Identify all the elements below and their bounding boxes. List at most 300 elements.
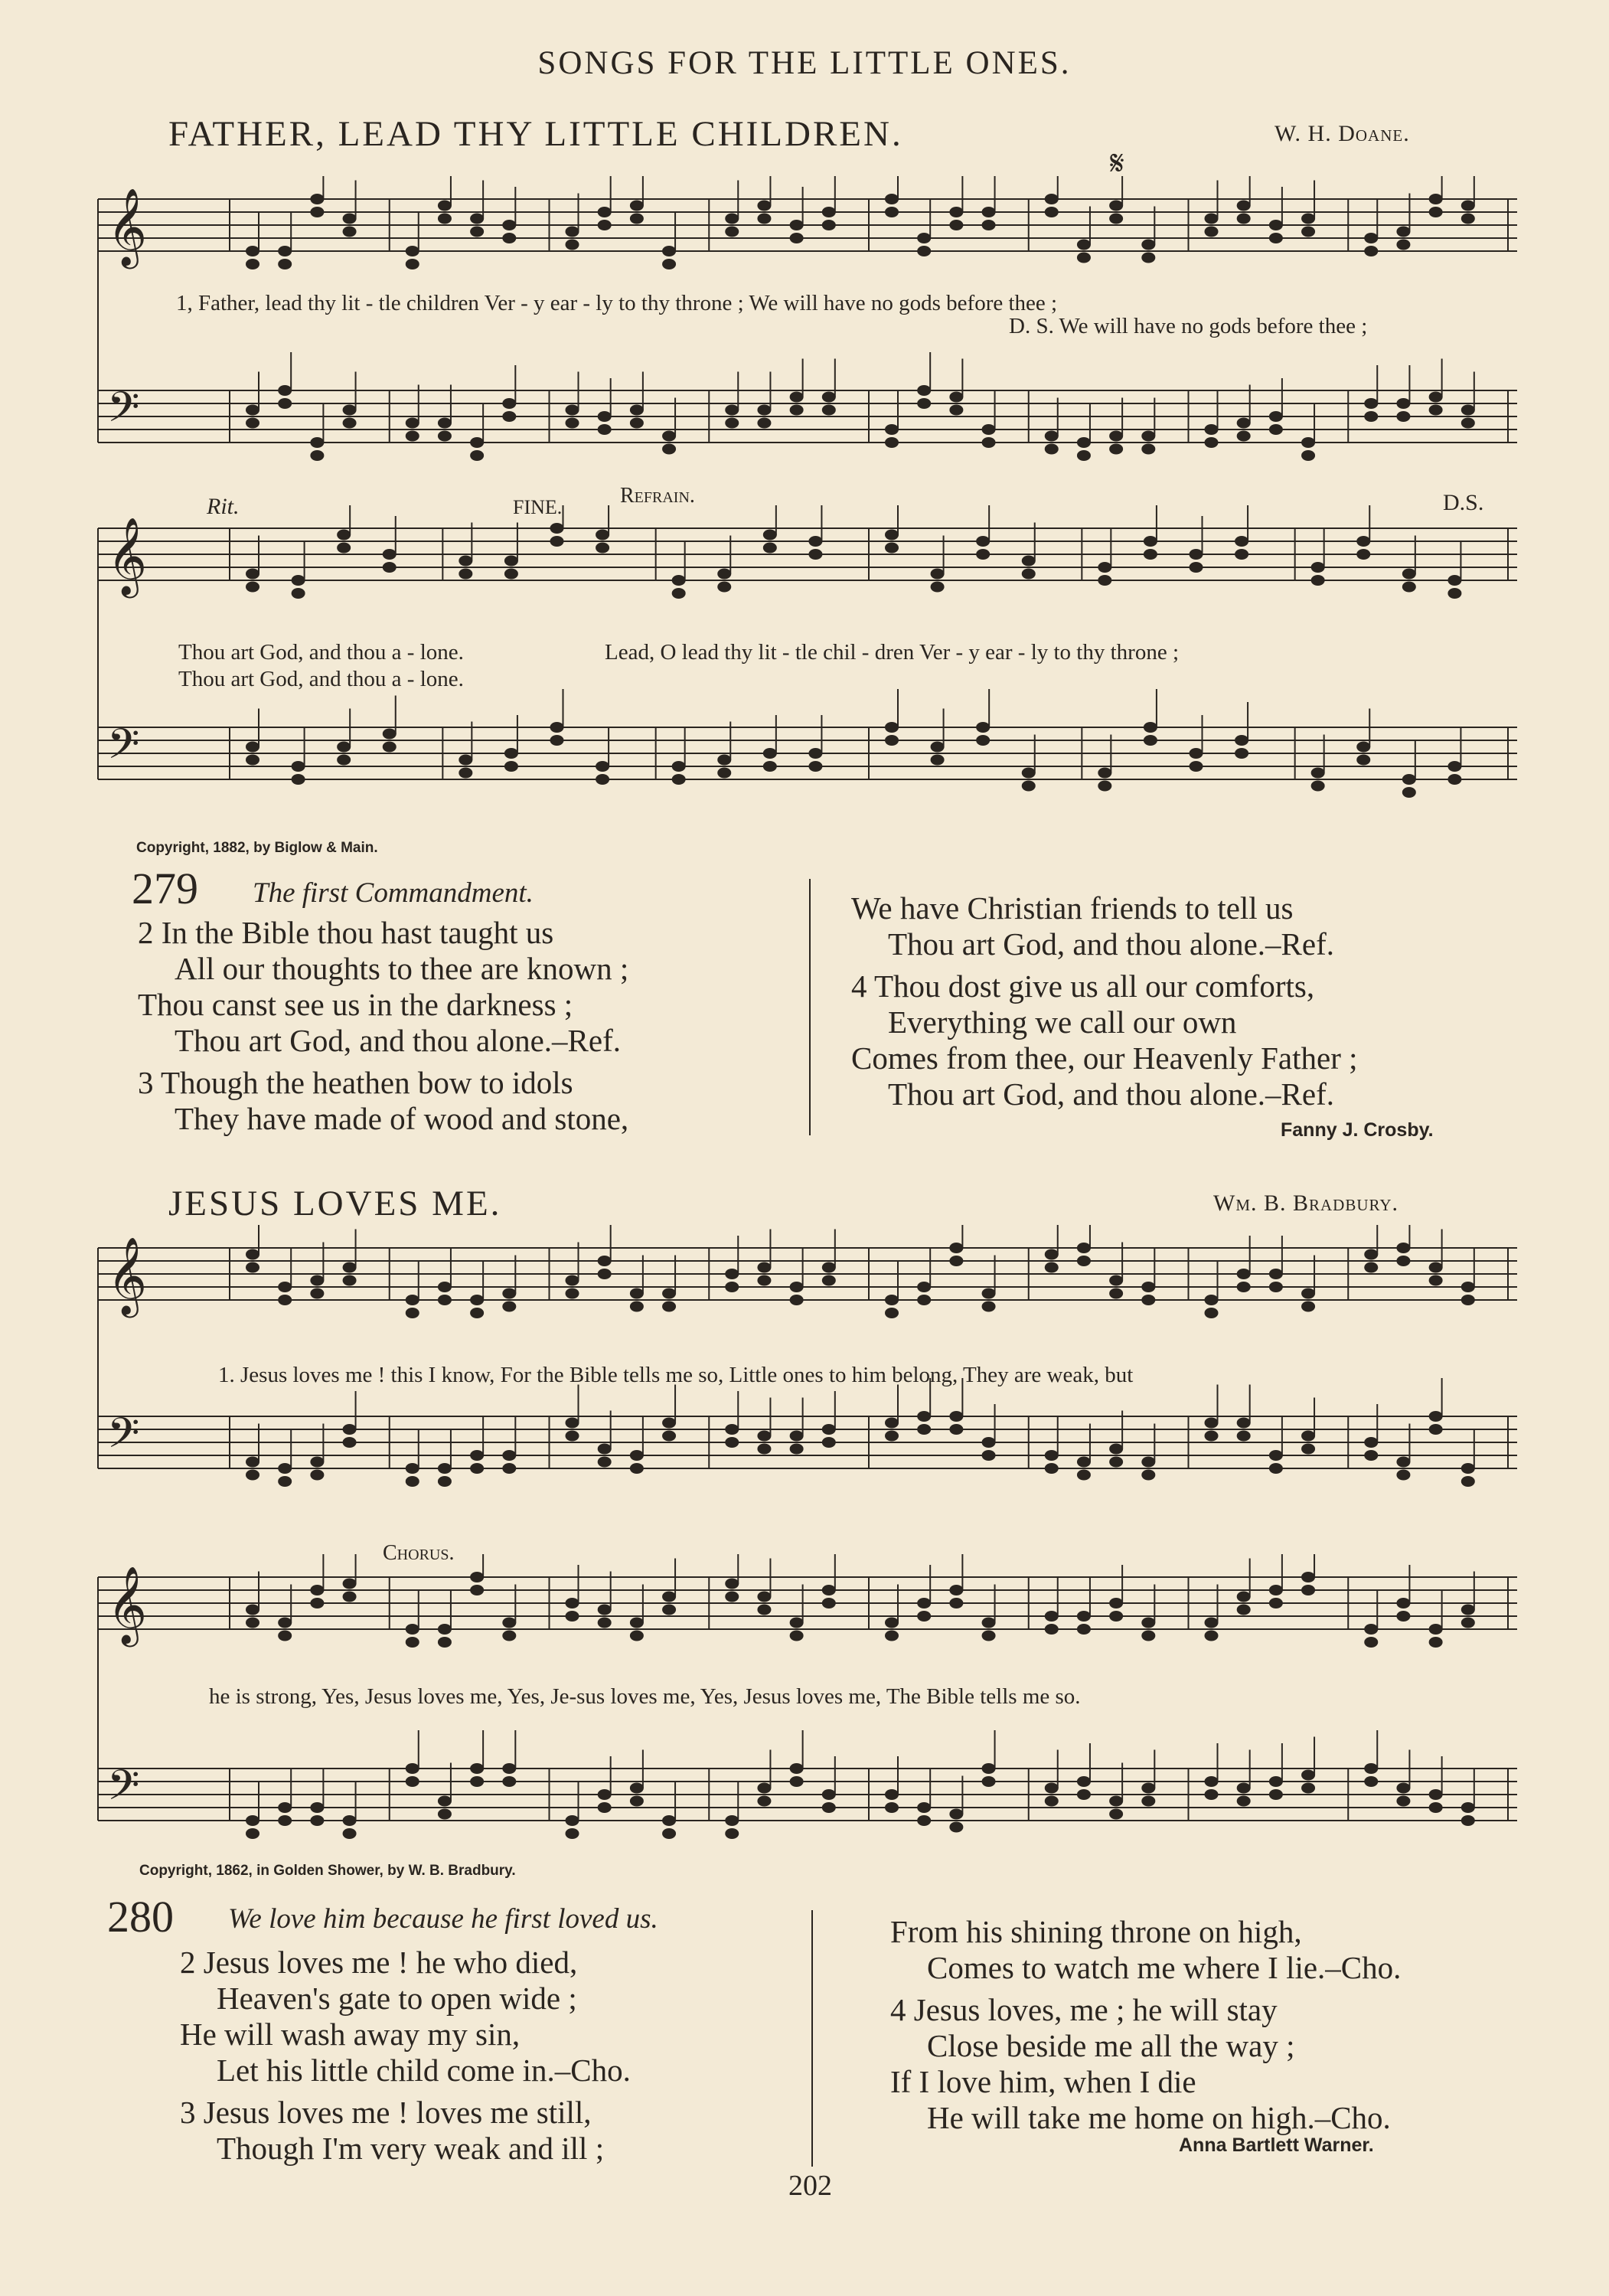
note-head [1141, 1457, 1155, 1468]
note-head [1396, 1611, 1410, 1622]
note-head [1045, 1783, 1059, 1794]
note-head [470, 227, 484, 237]
note-head [917, 1802, 931, 1813]
note-head [885, 194, 899, 204]
note-head [1269, 233, 1283, 243]
note-head [976, 722, 990, 733]
note-head [662, 1431, 676, 1442]
stanza-line: 3 Jesus loves me ! loves me still, [180, 2095, 592, 2130]
note-head [1045, 1262, 1059, 1273]
note-head [598, 220, 612, 230]
note-head [662, 1605, 676, 1615]
note-head [406, 259, 419, 269]
note-head [982, 1288, 996, 1299]
hymn280-left-column [180, 1945, 631, 2167]
note-head [438, 1295, 452, 1305]
note-head [1205, 1308, 1219, 1318]
note-head [1077, 1256, 1091, 1266]
hymn280-divider [811, 1910, 813, 2167]
note-head [1098, 562, 1111, 573]
note-head [292, 588, 305, 599]
note-head [502, 1631, 516, 1641]
note-head [917, 1424, 931, 1435]
note-head [717, 768, 731, 779]
note-head [808, 748, 822, 759]
note-head [630, 214, 644, 224]
note-head [790, 233, 804, 243]
note-head [1141, 1796, 1155, 1807]
stanza-line: If I love him, when I die [890, 2064, 1196, 2099]
note-head [757, 405, 771, 416]
note-head [383, 562, 397, 573]
note-head [1045, 1450, 1059, 1461]
note-head [717, 582, 731, 593]
note-head [1429, 1411, 1443, 1422]
note-head [406, 1476, 419, 1487]
note-head [1109, 444, 1123, 455]
note-head [343, 1815, 357, 1826]
note-head [566, 418, 579, 429]
note-head [1461, 201, 1475, 211]
note-head [1109, 1444, 1123, 1455]
note-head [246, 1815, 259, 1826]
note-head [598, 1605, 612, 1615]
note-head [1077, 1776, 1091, 1787]
song1-composer: W. H. Doane. [1274, 121, 1410, 146]
note-head [406, 1308, 419, 1318]
note-head [976, 549, 990, 560]
note-head [1364, 1763, 1378, 1774]
note-head [757, 1796, 771, 1807]
note-head [1205, 1431, 1219, 1442]
note-head [1364, 1624, 1378, 1635]
note-head [502, 1763, 516, 1774]
note-head [1045, 444, 1059, 455]
note-head [1045, 1463, 1059, 1474]
note-head [662, 1592, 676, 1602]
note-head [278, 1815, 292, 1826]
note-head [949, 207, 963, 217]
note-head [1429, 1624, 1443, 1635]
note-head [337, 530, 351, 541]
note-head [1447, 761, 1461, 772]
note-head [1364, 1249, 1378, 1260]
note-head [310, 1457, 324, 1468]
note-head [438, 1463, 452, 1474]
note-head [278, 398, 292, 409]
note-head [822, 1789, 836, 1800]
note-head [502, 220, 516, 230]
note-head [757, 1275, 771, 1286]
note-head [917, 1611, 931, 1622]
note-head [1235, 735, 1248, 746]
note-head [662, 1302, 676, 1312]
note-head [1045, 1624, 1059, 1635]
note-head [438, 1624, 452, 1635]
note-head [1429, 1802, 1443, 1813]
note-head [885, 437, 899, 448]
note-head [343, 1424, 357, 1435]
note-head [717, 755, 731, 766]
treble-clef-icon: 𝄞 [107, 187, 148, 266]
note-head [1205, 1631, 1219, 1641]
note-head [1269, 424, 1283, 435]
note-head [1237, 1783, 1251, 1794]
note-head [246, 569, 259, 580]
note-head [1461, 1815, 1475, 1826]
stanza-line: He will wash away my sin, [180, 2017, 521, 2052]
stanza-line: Close beside me all the way ; [927, 2028, 1295, 2063]
stanza-line: We have Christian friends to tell us [851, 890, 1294, 926]
note-head [343, 405, 357, 416]
note-head [1141, 431, 1155, 442]
note-head [1301, 1444, 1315, 1455]
note-head [278, 1295, 292, 1305]
note-head [662, 1418, 676, 1429]
note-head [343, 1437, 357, 1448]
stanza-line: Everything we call our own [888, 1004, 1237, 1040]
note-head [470, 450, 484, 461]
note-head [1269, 220, 1283, 230]
note-head [598, 1256, 612, 1266]
note-head [672, 774, 686, 785]
note-head [949, 1822, 963, 1833]
note-head [550, 523, 564, 534]
note-head [1109, 1457, 1123, 1468]
note-head [949, 1598, 963, 1609]
note-head [566, 1431, 579, 1442]
note-head [596, 530, 609, 541]
note-head [1077, 1243, 1091, 1253]
note-head [438, 1796, 452, 1807]
note-head [502, 1463, 516, 1474]
note-head [502, 1776, 516, 1787]
note-head [949, 1809, 963, 1820]
note-head [1141, 1282, 1155, 1292]
note-head [885, 722, 899, 733]
note-head [1396, 1243, 1410, 1253]
note-head [1269, 1585, 1283, 1595]
note-head [598, 1457, 612, 1468]
note-head [1141, 1618, 1155, 1628]
note-head [822, 1275, 836, 1286]
note-head [1301, 1288, 1315, 1299]
note-head [949, 405, 963, 416]
bass-clef-icon: 𝄢 [107, 383, 140, 442]
note-head [1402, 787, 1416, 798]
note-head [763, 748, 777, 759]
note-head [1045, 194, 1059, 204]
note-head [343, 1828, 357, 1839]
note-head [1205, 1789, 1219, 1800]
note-head [917, 398, 931, 409]
hymn279-right-column [851, 890, 1358, 1112]
note-head [246, 1828, 259, 1839]
note-head [502, 1302, 516, 1312]
note-head [343, 1579, 357, 1589]
song1-copyright: Copyright, 1882, by Biglow & Main. [136, 840, 378, 856]
note-head [1235, 536, 1248, 547]
note-head [598, 424, 612, 435]
note-head [1269, 1282, 1283, 1292]
note-head [246, 1605, 259, 1615]
note-head [406, 1295, 419, 1305]
note-head [630, 1288, 644, 1299]
note-head [246, 246, 259, 256]
note-head [1190, 748, 1203, 759]
note-head [406, 1463, 419, 1474]
note-head [757, 1592, 771, 1602]
note-head [982, 437, 996, 448]
note-head [504, 569, 518, 580]
note-head [502, 1288, 516, 1299]
note-head [438, 1637, 452, 1648]
note-head [1396, 1470, 1410, 1481]
note-head [949, 1411, 963, 1422]
note-head [630, 1796, 644, 1807]
note-head [598, 207, 612, 217]
note-head [949, 1256, 963, 1266]
note-head [1429, 392, 1443, 403]
note-head [790, 392, 804, 403]
note-head [982, 220, 996, 230]
note-head [310, 1585, 324, 1595]
note-head [1109, 1275, 1123, 1286]
note-head [1461, 1463, 1475, 1474]
running-head: SONGS FOR THE LITTLE ONES. [537, 45, 1072, 81]
note-head [725, 1828, 739, 1839]
song1-title: FATHER, LEAD THY LITTLE CHILDREN. [168, 114, 903, 154]
stanza-line: Let his little child come in.–Cho. [217, 2053, 631, 2088]
mark-refrain: Refrain. [620, 484, 695, 508]
note-head [717, 569, 731, 580]
note-head [790, 220, 804, 230]
note-head [566, 1288, 579, 1299]
song1-lyric-ds: D. S. We will have no gods before thee ; [1009, 314, 1368, 338]
song1-lyric-line2a: Thou art God, and thou a - lone. [178, 640, 464, 665]
note-head [1144, 735, 1157, 746]
note-head [1109, 431, 1123, 442]
note-head [278, 1618, 292, 1628]
note-head [1461, 1295, 1475, 1305]
note-head [917, 246, 931, 256]
note-head [550, 536, 564, 547]
note-head [1269, 1598, 1283, 1609]
stanza-line: Comes from thee, our Heavenly Father ; [851, 1040, 1358, 1076]
mark-fine: FINE. [513, 496, 563, 518]
note-head [1269, 1463, 1283, 1474]
note-head [662, 259, 676, 269]
note-head [976, 735, 990, 746]
note-head [1237, 418, 1251, 429]
note-head [470, 1763, 484, 1774]
note-head [1109, 1598, 1123, 1609]
note-head [310, 450, 324, 461]
note-head [1190, 549, 1203, 560]
note-head [406, 246, 419, 256]
note-head [982, 1302, 996, 1312]
note-head [630, 1618, 644, 1628]
note-head [504, 748, 518, 759]
song2-lyric-line1: 1. Jesus loves me ! this I know, For the Bible tells me so, Little ones to him belong, They are weak, but [218, 1363, 1134, 1387]
note-head [1141, 253, 1155, 263]
note-head [406, 1637, 419, 1648]
note-head [917, 1598, 931, 1609]
note-head [1205, 1776, 1219, 1787]
note-head [246, 1618, 259, 1628]
note-head [1237, 1431, 1251, 1442]
note-head [566, 1815, 579, 1826]
note-head [630, 1783, 644, 1794]
note-head [1396, 1796, 1410, 1807]
note-head [672, 761, 686, 772]
note-head [310, 1598, 324, 1609]
note-head [278, 1282, 292, 1292]
note-head [662, 444, 676, 455]
note-head [1141, 1295, 1155, 1305]
note-head [1077, 1470, 1091, 1481]
note-head [757, 214, 771, 224]
note-head [1045, 1249, 1059, 1260]
stanza-line: Heaven's gate to open wide ; [217, 1981, 577, 2016]
note-head [885, 735, 899, 746]
hymn279-subtitle: The first Commandment. [253, 877, 534, 909]
note-head [438, 1809, 452, 1820]
note-head [1447, 774, 1461, 785]
note-head [757, 1431, 771, 1442]
note-head [725, 1437, 739, 1448]
note-head [982, 1437, 996, 1448]
note-head [1364, 1437, 1378, 1448]
note-head [1205, 437, 1219, 448]
hymn280-author: Anna Bartlett Warner. [1179, 2134, 1374, 2156]
note-head [343, 1592, 357, 1602]
hymn279-divider [809, 879, 811, 1135]
note-head [1190, 761, 1203, 772]
note-head [1429, 194, 1443, 204]
note-head [1045, 207, 1059, 217]
note-head [1461, 405, 1475, 416]
note-head [438, 1282, 452, 1292]
note-head [310, 207, 324, 217]
note-head [438, 214, 452, 224]
note-head [566, 1418, 579, 1429]
note-head [1364, 1637, 1378, 1648]
note-head [1396, 227, 1410, 237]
note-head [662, 431, 676, 442]
note-head [278, 1631, 292, 1641]
note-head [1461, 1282, 1475, 1292]
note-head [1364, 1450, 1378, 1461]
note-head [1301, 214, 1315, 224]
note-head [822, 405, 836, 416]
note-head [885, 1802, 899, 1813]
note-head [1301, 1431, 1315, 1442]
note-head [1237, 1592, 1251, 1602]
note-head [502, 1450, 516, 1461]
note-head [566, 227, 579, 237]
note-head [725, 405, 739, 416]
note-head [470, 437, 484, 448]
note-head [1311, 575, 1325, 586]
note-head [1045, 1796, 1059, 1807]
note-head [566, 1828, 579, 1839]
note-head [1109, 1611, 1123, 1622]
note-head [1356, 549, 1370, 560]
note-head [1109, 1288, 1123, 1299]
note-head [1301, 1302, 1315, 1312]
note-head [1235, 748, 1248, 759]
note-head [1022, 781, 1036, 792]
note-head [1301, 1783, 1315, 1794]
note-head [1205, 424, 1219, 435]
note-head [1461, 214, 1475, 224]
note-head [598, 411, 612, 422]
note-head [383, 729, 397, 740]
note-head [885, 424, 899, 435]
note-head [763, 530, 777, 541]
note-head [949, 1585, 963, 1595]
note-head [470, 1308, 484, 1318]
note-head [1461, 1802, 1475, 1813]
note-head [662, 246, 676, 256]
note-head [630, 1302, 644, 1312]
note-head [982, 1631, 996, 1641]
note-head [725, 227, 739, 237]
note-head [566, 405, 579, 416]
note-head [763, 761, 777, 772]
note-head [406, 418, 419, 429]
stanza-line: 2 Jesus loves me ! he who died, [180, 1945, 578, 1980]
note-head [310, 194, 324, 204]
bass-clef-icon: 𝄢 [107, 1409, 140, 1468]
note-head [885, 1618, 899, 1628]
stanza-line: 3 Though the heathen bow to idols [138, 1065, 573, 1100]
note-head [1396, 1457, 1410, 1468]
note-head [1077, 253, 1091, 263]
note-head [725, 1815, 739, 1826]
segno-icon: 𝄋 [1110, 145, 1124, 182]
note-head [1364, 411, 1378, 422]
note-head [1356, 755, 1370, 766]
stanza-line: Thou art God, and thou alone.–Ref. [888, 1076, 1334, 1112]
note-head [1269, 1269, 1283, 1279]
song1-lyric-line2b: Lead, O lead thy lit - tle chil - dren Ver - y ear - ly to thy throne ; [605, 640, 1180, 665]
note-head [1429, 1275, 1443, 1286]
note-head [502, 233, 516, 243]
note-head [1461, 1605, 1475, 1615]
note-head [808, 761, 822, 772]
note-head [1311, 562, 1325, 573]
note-head [1205, 227, 1219, 237]
note-head [931, 582, 945, 593]
note-head [1269, 411, 1283, 422]
note-head [822, 220, 836, 230]
note-head [1144, 536, 1157, 547]
bass-clef-icon: 𝄢 [107, 720, 140, 779]
note-head [790, 405, 804, 416]
note-head [1237, 1269, 1251, 1279]
note-head [1301, 1585, 1315, 1595]
note-head [1235, 549, 1248, 560]
note-head [725, 1424, 739, 1435]
note-head [550, 722, 564, 733]
note-head [1364, 246, 1378, 256]
note-head [596, 761, 609, 772]
note-head [1237, 201, 1251, 211]
note-head [1301, 1572, 1315, 1582]
note-head [725, 1269, 739, 1279]
